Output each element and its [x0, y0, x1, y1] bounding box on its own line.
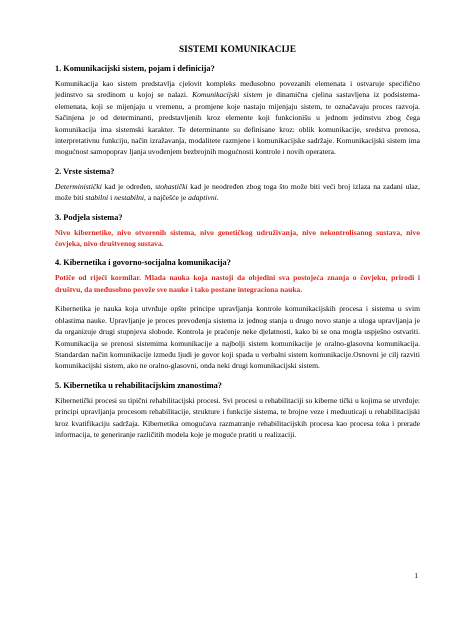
section-2-body — [55, 181, 420, 204]
section-4-heading: 4. Kibernetika i govorno-socijalna komunikacija? — [55, 258, 231, 268]
document-title: SISTEMI KOMUNIKACIJE — [178, 44, 297, 54]
section-2-text-3: i — [108, 193, 115, 203]
section-4-highlight: Potiče od riječi kormilar. Mlada nauka koja nastoji da objedini sva postojeća znanja o čovjeku, prirodi i društvu, da međusobno poveže sve nauke i tako postane integraciona nauka. — [55, 273, 420, 294]
section-2-text-5: . — [216, 193, 219, 203]
section-3 — [55, 212, 420, 250]
section-3-heading: 3. Podjela sistema? — [55, 212, 123, 222]
section-2-text-1: kad je određen, — [101, 181, 156, 191]
section-1-text-b: je dinamična cjelina sastavljena iz podsistema-elemenata, koji se mijenjaju u vremenu, a promjene koje nastaju mijenjaju sistem, te označavaju proces razvoja. Sačinjena je od determinanti, predstavljenih kroz elemente koji funkcionišu u jednom jedinstvu zbog čega komunikacija ima sistemski karakter. Te determinante su definisane kroz: oblik komunikacije, sredstva prenosa, interpretativnu funkciju, način izražavanja, modalitete razmjene i komunikacijske sadržaje. Komunikacijski sistem ima mogućnost samopoprav ljanja uvođenjem bezbrojnih mogućnosti kontrole i novih operatera. — [55, 90, 421, 157]
section-2 — [55, 166, 420, 204]
term-deterministic: Deterministički — [55, 181, 102, 191]
section-2-text-2: kad je neodređen zbog toga što može biti veći broj izlaza na zadani ulaz, može biti — [55, 181, 420, 203]
section-4-body: Kibernetika je nauka koja utvrđuje opšte principe upravljanja kontrole komunikacijskih procesa i sistema u svim oblastima nauke. Upravljanje je proces prevođenja sistema iz jednog stanja u drugo novo stanje a uloga upravljanja je da organizuje drugi stupnjeva slobode. Kontrola je praćenje neke djelatnosti, kako bi se ona mogla uspješno ostvariti. Komunikacija se prenosi sistemima komunikacije a najbolji sistem komunikacije je oralno-glasovna komunikacija. Standardan način komunikacije između ljudi je govor koji spada u verbalni sistem komunikacije.Osnovni je cilj razviti komunikacijski sistem, ako ne oralno-glasovni, onda neki drugi komunikacijski sistem. — [55, 304, 420, 371]
term-unstable: nestabilni — [114, 193, 145, 203]
section-2-text-4: , a najčešće je — [144, 193, 189, 203]
section-5-body: Kibernetički procesi su tipični rehabilitacijski procesi. Svi procesi u rehabilitaciji su kiberne tički u kojima se utvrđuje: principi upravljanja procesom rehabilitacije, strukture i funkcije sistema, te brojne veze i međuuticaji u rehabilitacijski kroz kvatifikaciju sadržaja. Kibernetika omogućava razmatranje rehabilitacijskih procesa kao procesa toka i prerade informacija, te generiranje različitih modela koje je moguće pratiti u realizaciji. — [55, 395, 420, 439]
section-3-highlight: Nivo kibernetike, nivo otvorenih sistema, nivo genetičkog udruživanja, nivo nekontrolisanog sustava, nivo čovjeka, nivo društvenog sustava. — [55, 227, 420, 249]
section-1-body — [55, 78, 420, 158]
term-stochastic: stohastički — [155, 181, 188, 191]
section-4 — [55, 257, 420, 371]
section-1-text-a: Komunikacija kao sistem predstavlja cjelovit kompleks međusobno povezanih elemenata i ostvaruje specifično jedinstvo sa sredinom u kojoj se nalazi. — [55, 79, 420, 100]
section-1-italic-term: Komunikacijski sistem — [192, 90, 263, 100]
page-number: 1 — [414, 571, 418, 580]
section-1-heading: 1. Komunikacijski sistem, pojam i definicija? — [55, 64, 215, 73]
section-5-heading: 5. Kibernetika u rehabilitacijskim znanostima? — [55, 380, 222, 390]
section-2-heading: 2. Vrste sistema? — [55, 166, 115, 176]
section-1 — [55, 63, 420, 158]
section-5 — [55, 380, 420, 441]
term-adaptive: adaptivni — [188, 193, 217, 203]
term-stable: stabilni — [85, 193, 109, 203]
